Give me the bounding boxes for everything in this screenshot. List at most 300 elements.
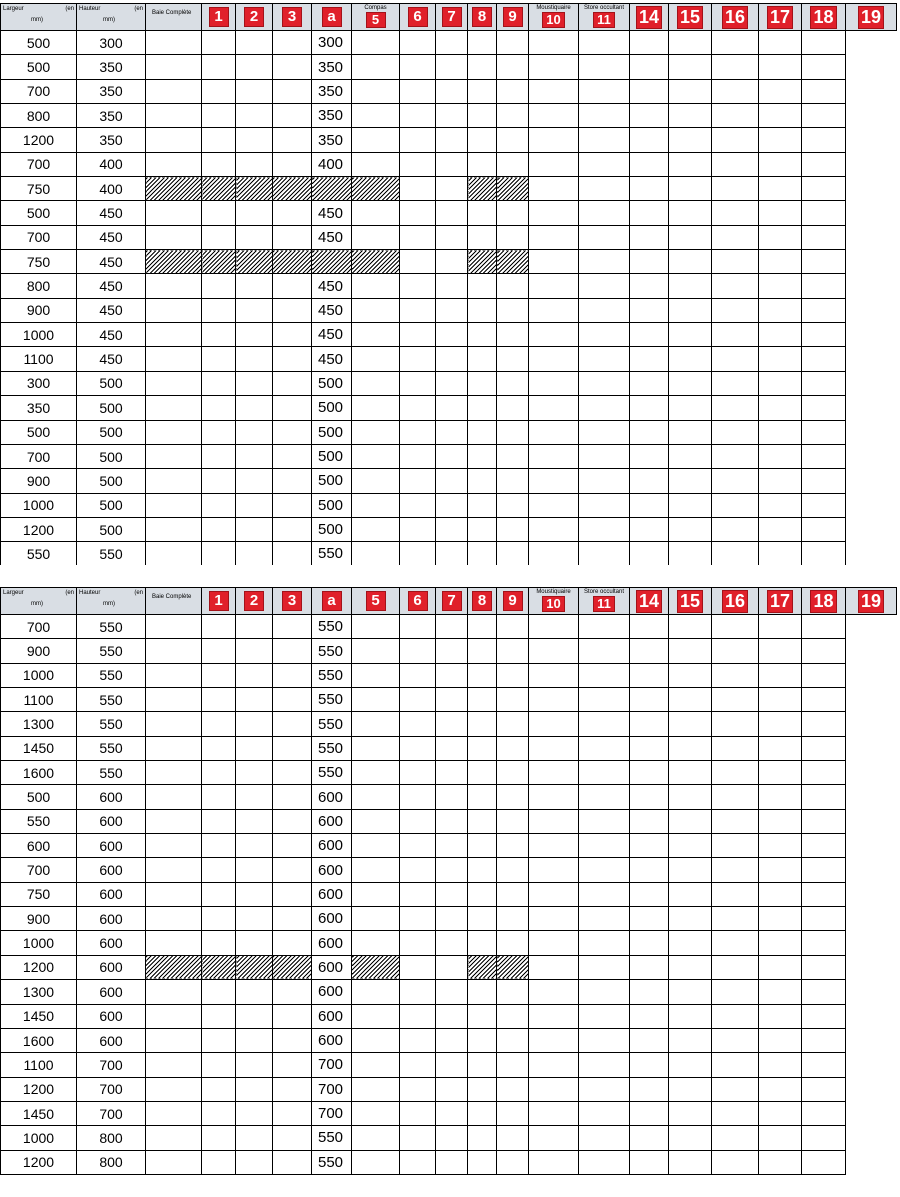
- cell-empty: [630, 250, 669, 274]
- cell-empty: [202, 201, 236, 225]
- cell-empty: [436, 201, 468, 225]
- cell-empty: [630, 323, 669, 347]
- cell-empty: [202, 55, 236, 79]
- cell-empty: [630, 858, 669, 882]
- cell-empty: [712, 712, 759, 736]
- cell-empty: [352, 104, 400, 128]
- cell-empty: [759, 688, 802, 712]
- header-col-7: [436, 4, 468, 31]
- cell-empty: [802, 931, 846, 955]
- cell-empty: [497, 201, 529, 225]
- cell-empty: [273, 444, 312, 468]
- header-col-9: [497, 4, 529, 31]
- cell-empty: [273, 31, 312, 55]
- header-col-16: [712, 4, 759, 31]
- table-row: [1, 663, 897, 687]
- cell-empty: [146, 371, 202, 395]
- cell-empty: [669, 1101, 712, 1125]
- header-number-badge: 8: [472, 591, 492, 611]
- cell-hauteur: 550: [77, 712, 146, 736]
- header-number-badge: 15: [677, 590, 703, 613]
- cell-empty: [759, 274, 802, 298]
- cell-empty: [669, 31, 712, 55]
- cell-empty: [712, 225, 759, 249]
- cell-empty: [802, 542, 846, 566]
- cell-empty: [236, 688, 273, 712]
- cell-empty: [468, 1077, 497, 1101]
- header-number-badge: 18: [810, 590, 836, 613]
- cell-a: 550: [312, 688, 352, 712]
- cell-hauteur: 300: [77, 31, 146, 55]
- cell-empty: [759, 250, 802, 274]
- cell-empty: [352, 323, 400, 347]
- cell-empty: [630, 420, 669, 444]
- cell-empty: [468, 493, 497, 517]
- cell-empty: [802, 1028, 846, 1052]
- cell-empty: [579, 396, 630, 420]
- cell-a: 600: [312, 955, 352, 979]
- cell-empty: [630, 663, 669, 687]
- cell-empty: [759, 128, 802, 152]
- cell-empty: [436, 761, 468, 785]
- table-row: [1, 1126, 897, 1150]
- cell-empty: [400, 250, 436, 274]
- header-compas: [352, 588, 400, 615]
- cell-empty: [630, 225, 669, 249]
- cell-empty: [759, 177, 802, 201]
- cell-empty: [579, 809, 630, 833]
- cell-empty: [236, 955, 273, 979]
- cell-empty: [529, 79, 579, 103]
- cell-hauteur: 600: [77, 809, 146, 833]
- cell-empty: [273, 201, 312, 225]
- cell-empty: [436, 396, 468, 420]
- cell-empty: [273, 1101, 312, 1125]
- table-row: [1, 152, 897, 176]
- cell-empty: [436, 980, 468, 1004]
- cell-empty: [202, 1028, 236, 1052]
- cell-empty: [202, 177, 236, 201]
- cell-a: 450: [312, 347, 352, 371]
- cell-empty: [802, 493, 846, 517]
- cell-empty: [468, 712, 497, 736]
- cell-empty: [273, 55, 312, 79]
- header-number-badge: 14: [636, 6, 662, 29]
- cell-hauteur: 600: [77, 980, 146, 1004]
- table-row: [1, 323, 897, 347]
- cell-empty: [436, 712, 468, 736]
- cell-empty: [669, 177, 712, 201]
- cell-empty: [202, 128, 236, 152]
- cell-empty: [579, 298, 630, 322]
- cell-empty: [236, 347, 273, 371]
- table-row: [1, 907, 897, 931]
- cell-empty: [236, 177, 273, 201]
- table-row: [1, 615, 897, 639]
- cell-empty: [202, 323, 236, 347]
- cell-empty: [436, 1004, 468, 1028]
- header-store-occultant: [579, 4, 630, 31]
- cell-empty: [497, 225, 529, 249]
- cell-empty: [529, 420, 579, 444]
- cell-empty: [669, 371, 712, 395]
- cell-empty: [352, 736, 400, 760]
- dimension-table-top: [0, 3, 900, 567]
- table-row: [1, 785, 897, 809]
- cell-hauteur: 500: [77, 371, 146, 395]
- header-number-badge: 6: [408, 591, 428, 611]
- cell-empty: [352, 31, 400, 55]
- cell-empty: [669, 55, 712, 79]
- cell-empty: [352, 809, 400, 833]
- header-number-badge: 7: [442, 591, 462, 611]
- cell-empty: [669, 1150, 712, 1174]
- table-row: [1, 1028, 897, 1052]
- header-col-14: [630, 588, 669, 615]
- cell-empty: [468, 225, 497, 249]
- header-hauteur: [77, 4, 146, 31]
- cell-empty: [669, 980, 712, 1004]
- header-hauteur: [77, 588, 146, 615]
- cell-empty: [273, 907, 312, 931]
- cell-empty: [712, 858, 759, 882]
- cell-empty: [202, 1004, 236, 1028]
- cell-a: 600: [312, 834, 352, 858]
- cell-largeur: 700: [1, 225, 77, 249]
- header-number-badge: 9: [503, 7, 523, 27]
- header-number-badge: 3: [282, 591, 302, 611]
- cell-a: 500: [312, 493, 352, 517]
- cell-empty: [436, 104, 468, 128]
- table-row: [1, 274, 897, 298]
- header-col-18: [802, 588, 846, 615]
- cell-empty: [669, 639, 712, 663]
- cell-empty: [468, 469, 497, 493]
- cell-empty: [497, 1126, 529, 1150]
- cell-empty: [146, 809, 202, 833]
- cell-empty: [669, 785, 712, 809]
- cell-empty: [236, 542, 273, 566]
- cell-empty: [202, 834, 236, 858]
- page-break: [0, 565, 900, 585]
- cell-empty: [352, 858, 400, 882]
- cell-empty: [146, 323, 202, 347]
- cell-empty: [759, 31, 802, 55]
- header-moustiquaire: [529, 588, 579, 615]
- cell-largeur: 1100: [1, 1053, 77, 1077]
- cell-empty: [352, 420, 400, 444]
- cell-empty: [202, 493, 236, 517]
- cell-empty: [759, 469, 802, 493]
- cell-empty: [352, 469, 400, 493]
- cell-largeur: 1000: [1, 1126, 77, 1150]
- table-row: [1, 688, 897, 712]
- cell-empty: [497, 1053, 529, 1077]
- cell-empty: [400, 955, 436, 979]
- cell-empty: [352, 688, 400, 712]
- cell-empty: [802, 639, 846, 663]
- cell-empty: [669, 882, 712, 906]
- cell-empty: [468, 736, 497, 760]
- cell-empty: [712, 396, 759, 420]
- cell-empty: [400, 785, 436, 809]
- cell-largeur: 750: [1, 882, 77, 906]
- cell-empty: [497, 1101, 529, 1125]
- cell-empty: [759, 1053, 802, 1077]
- cell-empty: [436, 444, 468, 468]
- cell-empty: [630, 152, 669, 176]
- cell-empty: [529, 761, 579, 785]
- cell-largeur: 1300: [1, 980, 77, 1004]
- cell-empty: [352, 444, 400, 468]
- cell-empty: [712, 1028, 759, 1052]
- cell-empty: [273, 931, 312, 955]
- cell-empty: [400, 152, 436, 176]
- cell-empty: [759, 907, 802, 931]
- cell-empty: [579, 371, 630, 395]
- cell-empty: [802, 907, 846, 931]
- cell-empty: [802, 712, 846, 736]
- cell-empty: [468, 1150, 497, 1174]
- cell-largeur: 1450: [1, 1101, 77, 1125]
- cell-empty: [497, 809, 529, 833]
- header-number-badge: 7: [442, 7, 462, 27]
- cell-empty: [712, 834, 759, 858]
- cell-largeur: 500: [1, 420, 77, 444]
- cell-empty: [712, 615, 759, 639]
- cell-empty: [146, 420, 202, 444]
- cell-empty: [352, 493, 400, 517]
- cell-a: 550: [312, 761, 352, 785]
- cell-empty: [352, 225, 400, 249]
- cell-empty: [759, 785, 802, 809]
- cell-empty: [146, 201, 202, 225]
- cell-empty: [400, 736, 436, 760]
- cell-empty: [468, 858, 497, 882]
- cell-empty: [497, 323, 529, 347]
- cell-empty: [497, 907, 529, 931]
- cell-hauteur: 450: [77, 274, 146, 298]
- cell-empty: [436, 323, 468, 347]
- cell-empty: [802, 736, 846, 760]
- cell-empty: [436, 615, 468, 639]
- cell-empty: [202, 955, 236, 979]
- cell-empty: [146, 761, 202, 785]
- cell-empty: [669, 128, 712, 152]
- cell-a: 600: [312, 858, 352, 882]
- cell-empty: [802, 55, 846, 79]
- header-col-16: [712, 588, 759, 615]
- header-number-badge: 1: [209, 7, 229, 27]
- header-number-badge: 3: [282, 7, 302, 27]
- cell-empty: [759, 736, 802, 760]
- cell-empty: [712, 1150, 759, 1174]
- header-number-badge: 8: [472, 7, 492, 27]
- cell-empty: [236, 907, 273, 931]
- cell-empty: [400, 274, 436, 298]
- cell-empty: [436, 79, 468, 103]
- table-row: [1, 931, 897, 955]
- cell-empty: [529, 809, 579, 833]
- header-number-badge: 19: [858, 590, 884, 613]
- cell-empty: [669, 712, 712, 736]
- cell-empty: [712, 761, 759, 785]
- cell-empty: [497, 420, 529, 444]
- cell-empty: [236, 1028, 273, 1052]
- cell-empty: [802, 31, 846, 55]
- cell-empty: [497, 834, 529, 858]
- header-number-badge: 17: [767, 590, 793, 613]
- cell-empty: [669, 761, 712, 785]
- table-row: [1, 1150, 897, 1174]
- header-number-badge: 14: [636, 590, 662, 613]
- cell-empty: [579, 79, 630, 103]
- cell-empty: [352, 785, 400, 809]
- cell-empty: [497, 274, 529, 298]
- cell-empty: [352, 201, 400, 225]
- cell-empty: [802, 785, 846, 809]
- cell-empty: [669, 444, 712, 468]
- cell-largeur: 550: [1, 542, 77, 566]
- cell-empty: [273, 225, 312, 249]
- cell-empty: [436, 55, 468, 79]
- cell-empty: [579, 104, 630, 128]
- header-col-a: [312, 588, 352, 615]
- cell-empty: [669, 347, 712, 371]
- cell-largeur: 1450: [1, 736, 77, 760]
- cell-hauteur: 550: [77, 663, 146, 687]
- cell-empty: [146, 152, 202, 176]
- cell-empty: [630, 882, 669, 906]
- header-baie-complete: [146, 588, 202, 615]
- cell-empty: [436, 931, 468, 955]
- cell-empty: [579, 152, 630, 176]
- header-number-badge: a: [322, 7, 342, 27]
- cell-empty: [497, 542, 529, 566]
- cell-empty: [579, 639, 630, 663]
- cell-empty: [529, 250, 579, 274]
- cell-empty: [712, 31, 759, 55]
- cell-empty: [468, 785, 497, 809]
- cell-a: 550: [312, 542, 352, 566]
- cell-empty: [669, 274, 712, 298]
- cell-empty: [579, 542, 630, 566]
- cell-largeur: 500: [1, 31, 77, 55]
- cell-empty: [802, 1053, 846, 1077]
- cell-largeur: 800: [1, 274, 77, 298]
- header-store-label: Store occultant: [583, 5, 625, 11]
- cell-empty: [759, 882, 802, 906]
- cell-a: 350: [312, 128, 352, 152]
- dimension-table-bottom: [0, 587, 900, 1175]
- cell-empty: [352, 761, 400, 785]
- cell-empty: [669, 663, 712, 687]
- cell-empty: [273, 882, 312, 906]
- table-row: [1, 980, 897, 1004]
- cell-empty: [400, 177, 436, 201]
- cell-hauteur: 500: [77, 517, 146, 541]
- cell-largeur: 300: [1, 371, 77, 395]
- cell-empty: [146, 1053, 202, 1077]
- cell-empty: [236, 274, 273, 298]
- cell-a: 500: [312, 469, 352, 493]
- cell-empty: [468, 371, 497, 395]
- cell-empty: [529, 444, 579, 468]
- cell-empty: [802, 128, 846, 152]
- cell-hauteur: 700: [77, 1053, 146, 1077]
- cell-empty: [468, 688, 497, 712]
- cell-hauteur: 350: [77, 55, 146, 79]
- header-largeur-label: Largeur: [3, 590, 24, 596]
- cell-empty: [400, 688, 436, 712]
- cell-empty: [712, 517, 759, 541]
- cell-empty: [236, 712, 273, 736]
- cell-hauteur: 500: [77, 396, 146, 420]
- cell-empty: [630, 177, 669, 201]
- cell-empty: [400, 907, 436, 931]
- cell-empty: [436, 1053, 468, 1077]
- cell-empty: [468, 444, 497, 468]
- cell-largeur: 1450: [1, 1004, 77, 1028]
- cell-empty: [579, 761, 630, 785]
- cell-empty: [712, 955, 759, 979]
- cell-empty: [202, 469, 236, 493]
- cell-empty: [400, 298, 436, 322]
- cell-empty: [273, 1028, 312, 1052]
- cell-empty: [146, 980, 202, 1004]
- cell-empty: [468, 128, 497, 152]
- cell-empty: [202, 250, 236, 274]
- cell-hauteur: 700: [77, 1101, 146, 1125]
- cell-empty: [202, 858, 236, 882]
- cell-empty: [529, 225, 579, 249]
- cell-empty: [669, 1028, 712, 1052]
- header-store-label: Store occultant: [583, 589, 625, 595]
- cell-empty: [236, 298, 273, 322]
- cell-empty: [400, 517, 436, 541]
- cell-empty: [236, 980, 273, 1004]
- cell-empty: [236, 931, 273, 955]
- cell-empty: [273, 542, 312, 566]
- table-row: [1, 736, 897, 760]
- cell-largeur: 350: [1, 396, 77, 420]
- cell-empty: [630, 493, 669, 517]
- cell-empty: [712, 931, 759, 955]
- cell-empty: [202, 396, 236, 420]
- cell-empty: [669, 79, 712, 103]
- cell-empty: [802, 152, 846, 176]
- header-col-17: [759, 4, 802, 31]
- cell-empty: [352, 639, 400, 663]
- cell-largeur: 750: [1, 177, 77, 201]
- header-col-6: [400, 588, 436, 615]
- cell-empty: [273, 469, 312, 493]
- cell-empty: [529, 371, 579, 395]
- cell-empty: [497, 736, 529, 760]
- cell-empty: [759, 542, 802, 566]
- cell-a: 500: [312, 517, 352, 541]
- cell-empty: [468, 177, 497, 201]
- cell-empty: [579, 1126, 630, 1150]
- cell-empty: [352, 834, 400, 858]
- cell-empty: [529, 1126, 579, 1150]
- cell-empty: [802, 444, 846, 468]
- header-col-8: [468, 4, 497, 31]
- cell-empty: [202, 931, 236, 955]
- cell-empty: [759, 615, 802, 639]
- cell-empty: [630, 79, 669, 103]
- cell-empty: [236, 639, 273, 663]
